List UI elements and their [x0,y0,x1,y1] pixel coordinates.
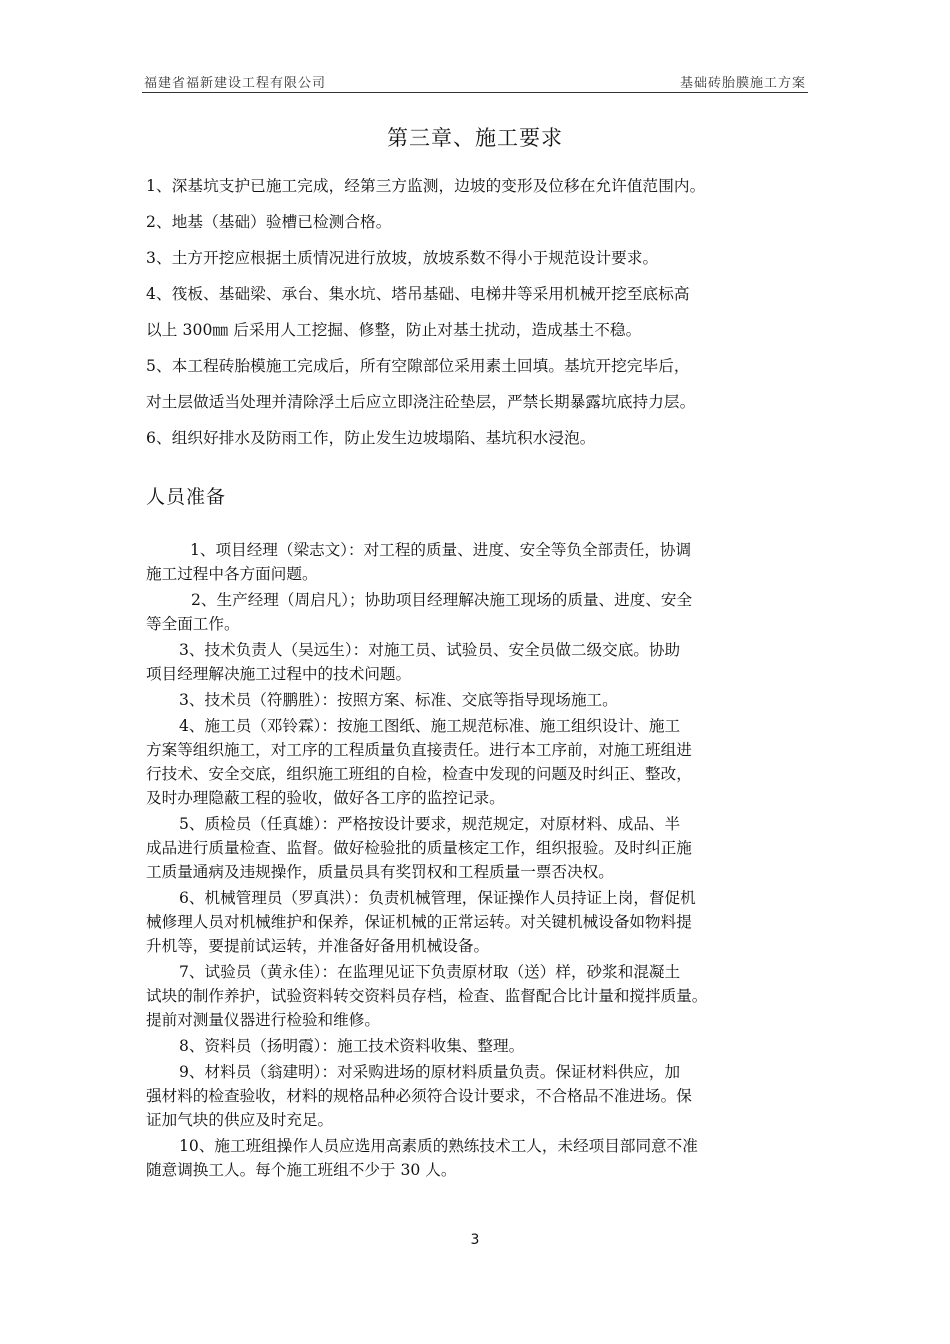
requirement-line: 6、组织好排水及防雨工作，防止发生边坡塌陷、基坑积水浸泡。 [146,429,596,447]
staff-item [146,1034,812,1058]
staff-line: 提前对测量仪器进行检验和维修。 [146,1011,380,1029]
staff-line: 1、项目经理（梁志文）：对工程的质量、进度、安全等负全部责任，协调 [190,541,692,559]
staff-list [146,538,812,1182]
requirement-item [146,420,812,456]
staff-item [146,638,812,686]
section-heading: 人员准备 [146,486,227,508]
staff-line: 证加气块的供应及时充足。 [146,1111,334,1129]
staff-item [146,688,812,712]
chapter-title: 第三章、施工要求 [387,126,563,150]
staff-line: 及时办理隐蔽工程的验收，做好各工序的监控记录。 [146,789,505,807]
staff-item [146,714,812,810]
requirement-line: 5、本工程砖胎模施工完成后，所有空隙部位采用素土回填。基坑开挖完毕后， [146,357,690,375]
staff-line: 成品进行质量检查、监督。做好检验批的质量核定工作，组织报验。及时纠正施 [146,839,692,857]
staff-line: 5、质检员（任真雄）：严格按设计要求，规范规定，对原材料、成品、半 [179,815,681,833]
staff-line: 6、机械管理员（罗真洪）：负责机械管理，保证操作人员持证上岗，督促机 [179,889,696,907]
staff-item [146,588,812,636]
header-document-title: 基础砖胎膜施工方案 [679,76,806,91]
staff-line: 工质量通病及违规操作，质量员具有奖罚权和工程质量一票否决权。 [146,863,614,881]
staff-line: 械修理人员对机械维护和保养，保证机械的正常运转。对关键机械设备如物料提 [146,913,692,931]
staff-line: 升机等，要提前试运转，并准备好备用机械设备。 [146,937,490,955]
staff-item [146,812,812,884]
staff-line: 方案等组织施工，对工序的工程质量负直接责任。进行本工序前，对施工班组进 [146,741,692,759]
header-company: 福建省福新建设工程有限公司 [144,76,327,91]
staff-line: 7、试验员（黄永佳）：在监理见证下负责原材取（送）样，砂浆和混凝土 [179,963,681,981]
staff-item [146,886,812,958]
requirement-item [146,348,812,420]
staff-line: 8、资料员（扬明霞）：施工技术资料收集、整理。 [179,1037,525,1055]
staff-line: 强材料的检查验收，材料的规格品种必须符合设计要求，不合格品不准进场。保 [146,1087,692,1105]
staff-line: 2、生产经理（周启凡）；协助项目经理解决施工现场的质量、进度、安全 [191,591,693,609]
staff-line: 9、材料员（翁建明）：对采购进场的原材料质量负责。保证材料供应，加 [179,1063,681,1081]
staff-line: 等全面工作。 [146,615,240,633]
requirement-line: 对土层做适当处理并清除浮土后应立即浇注砼垫层，严禁长期暴露坑底持力层。 [146,393,696,411]
requirement-item [146,240,812,276]
staff-item [146,538,812,586]
requirement-line: 2、地基（基础）验槽已检测合格。 [146,213,392,231]
staff-item [146,1060,812,1132]
page-header [142,70,808,93]
requirement-item [146,276,812,348]
staff-line: 3、技术负责人（吴远生）：对施工员、试验员、安全员做二级交底。协助 [179,641,681,659]
staff-item [146,1134,812,1182]
staff-item [146,960,812,1032]
staff-line: 4、施工员（邓铃霖）：按施工图纸、施工规范标准、施工组织设计、施工 [179,717,681,735]
staff-line: 施工过程中各方面问题。 [146,565,318,583]
staff-line: 项目经理解决施工过程中的技术问题。 [146,665,412,683]
requirement-line: 以上 300㎜ 后采用人工挖掘、修整，防止对基土扰动，造成基土不稳。 [146,321,642,339]
staff-line: 试块的制作养护，试验资料转交资料员存档，检查、监督配合比计量和搅拌质量。 [146,987,708,1005]
staff-line: 行技术、安全交底，组织施工班组的自检，检查中发现的问题及时纠正、整改， [146,765,692,783]
requirement-item [146,168,812,204]
requirement-item [146,204,812,240]
staff-line: 随意调换工人。每个施工班组不少于 30 人。 [146,1161,457,1179]
staff-line: 3、技术员（符鹏胜）：按照方案、标准、交底等指导现场施工。 [179,691,618,709]
requirement-line: 1、深基坑支护已施工完成，经第三方监测，边坡的变形及位移在允许值范围内。 [146,177,706,195]
requirement-line: 4、筏板、基础梁、承台、集水坑、塔吊基础、电梯井等采用机械开挖至底标高 [146,285,690,303]
requirement-line: 3、土方开挖应根据土质情况进行放坡，放坡系数不得小于规范设计要求。 [146,249,659,267]
requirements-list [146,168,812,456]
page-number: 3 [470,1232,480,1248]
staff-line: 10、施工班组操作人员应选用高素质的熟练技术工人，未经项目部同意不准 [179,1137,698,1155]
